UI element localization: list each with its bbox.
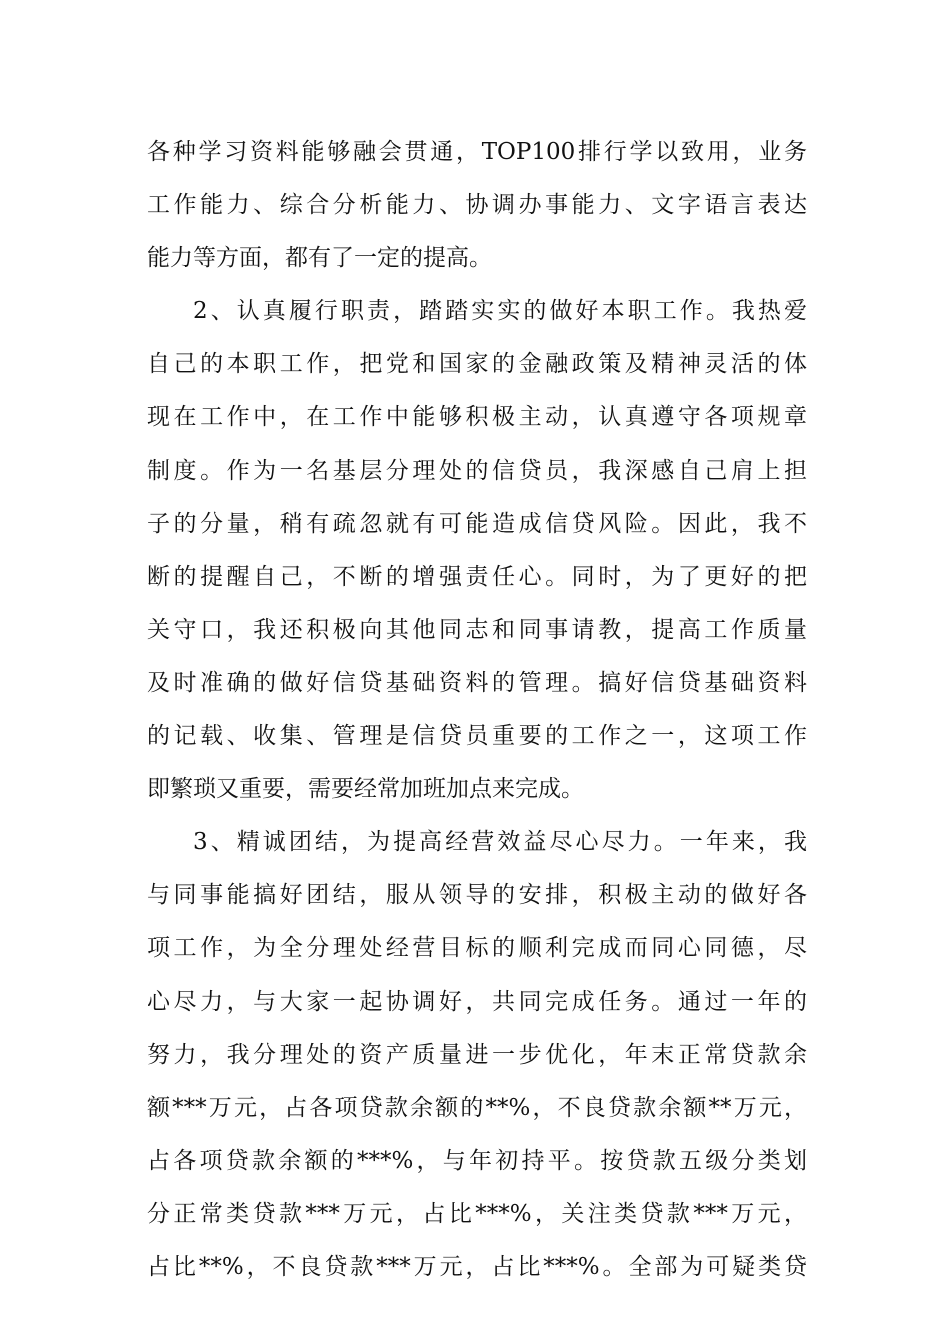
text-line: 自己的本职工作，把党和国家的金融政策及精神灵活的体 — [147, 351, 807, 378]
text-line: 制度。作为一名基层分理处的信贷员，我深感自己肩上担 — [147, 457, 807, 484]
text-line: 各种学习资料能够融会贯通，TOP100排行学以致用，业务 — [147, 139, 807, 165]
text-line: 现在工作中，在工作中能够积极主动，认真遵守各项规章 — [147, 404, 807, 431]
paragraph-start-line: 3、精诚团结，为提高经营效益尽心尽力。一年来，我 — [193, 829, 807, 856]
text-line: 占各项贷款余额的***%，与年初持平。按贷款五级分类划 — [147, 1147, 807, 1174]
text-line: 与同事能搞好团结，服从领导的安排，积极主动的做好各 — [147, 882, 807, 909]
document-body — [147, 126, 807, 1294]
text-line: 及时准确的做好信贷基础资料的管理。搞好信贷基础资料 — [147, 669, 807, 696]
text-line: 断的提醒自己，不断的增强责任心。同时，为了更好的把 — [147, 563, 807, 590]
text-line: 项工作，为全分理处经营目标的顺利完成而同心同德，尽 — [147, 935, 807, 962]
text-line: 工作能力、综合分析能力、协调办事能力、文字语言表达 — [147, 192, 807, 219]
text-line: 努力，我分理处的资产质量进一步优化，年末正常贷款余 — [147, 1041, 807, 1068]
text-line: 占比**%，不良贷款***万元，占比***%。全部为可疑类贷 — [147, 1253, 807, 1280]
text-line: 分正常类贷款***万元，占比***%，关注类贷款***万元， — [147, 1200, 807, 1227]
text-line: 关守口，我还积极向其他同志和同事请教，提高工作质量 — [147, 616, 807, 643]
paragraph-start-line: 2、认真履行职责，踏踏实实的做好本职工作。我热爱 — [193, 298, 807, 325]
text-line: 即繁琐又重要，需要经常加班加点来完成。 — [147, 776, 584, 803]
text-line: 额***万元，占各项贷款余额的**%，不良贷款余额**万元， — [147, 1094, 807, 1121]
text-line: 子的分量，稍有疏忽就有可能造成信贷风险。因此，我不 — [147, 510, 807, 537]
text-line: 能力等方面，都有了一定的提高。 — [147, 245, 492, 272]
text-line: 的记载、收集、管理是信贷员重要的工作之一，这项工作 — [147, 723, 807, 750]
text-line: 心尽力，与大家一起协调好，共同完成任务。通过一年的 — [147, 988, 807, 1015]
